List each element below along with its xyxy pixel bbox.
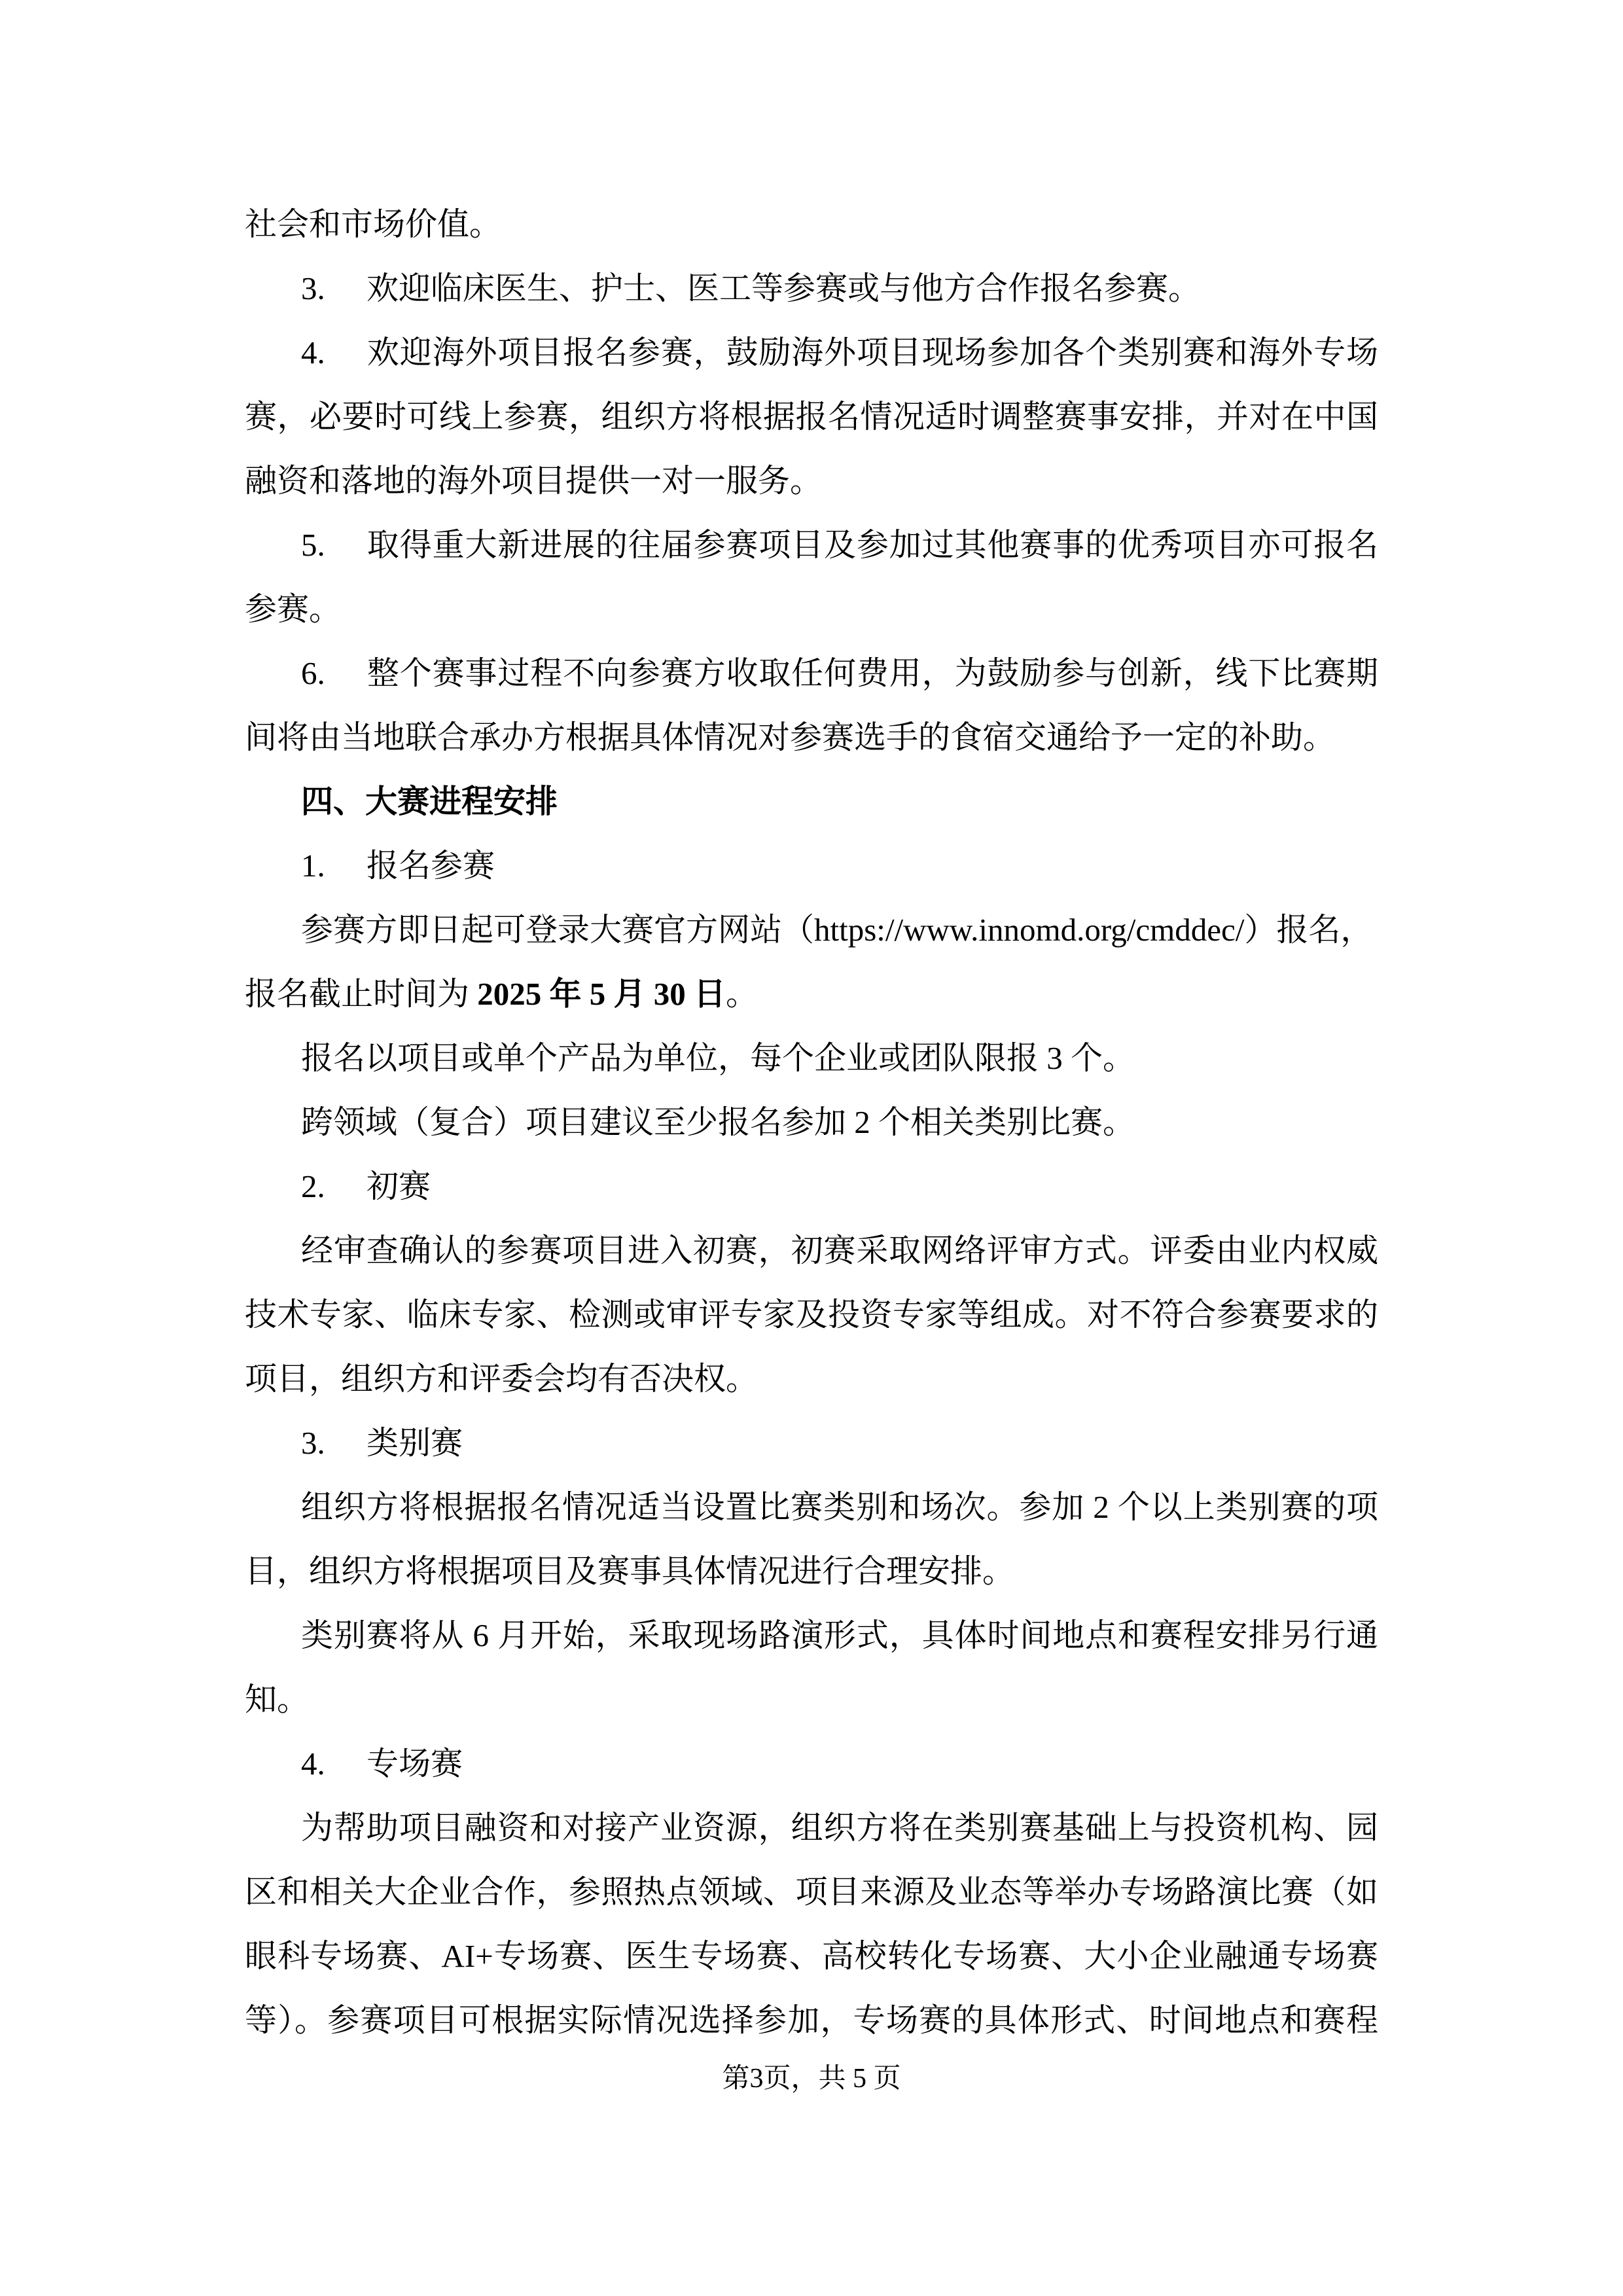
text-run: 整个赛事过程不向参赛方收取任何费用，为鼓励参与创新，线下比赛期 xyxy=(366,655,1378,691)
text-run: 跨领域（复合）项目建议至少报名参加 2 个相关类别比赛。 xyxy=(301,1104,1135,1140)
document-body xyxy=(245,192,1378,2053)
text-line xyxy=(245,1219,1378,1283)
text-line xyxy=(245,1026,1378,1090)
text-line xyxy=(245,1475,1378,1539)
section-heading xyxy=(245,770,1378,834)
text-run: 取得重大新进展的往届参赛项目及参加过其他赛事的优秀项目亦可报名 xyxy=(366,527,1378,563)
list-number: 6. xyxy=(301,655,325,691)
text-run: 间将由当地联合承办方根据具体情况对参赛选手的食宿交通给予一定的补助。 xyxy=(245,719,1336,755)
text-run: 专场赛 xyxy=(366,1746,463,1782)
list-number: 3. xyxy=(301,270,325,306)
text-run: 报名截止时间为 xyxy=(245,976,478,1012)
list-number: 5. xyxy=(301,527,325,563)
text-line xyxy=(245,641,1378,706)
text-line xyxy=(245,962,1378,1026)
text-run: 类别赛 xyxy=(366,1425,463,1461)
text-run: 知。 xyxy=(245,1681,310,1717)
text-run: 欢迎临床医生、护士、医工等参赛或与他方合作报名参赛。 xyxy=(366,270,1201,306)
text-run: 组织方将根据报名情况适当设置比赛类别和场次。参加 2 个以上类别赛的项 xyxy=(301,1489,1378,1525)
text-run: 初赛 xyxy=(366,1168,431,1204)
text-line xyxy=(245,1988,1378,2053)
text-line xyxy=(245,1732,1378,1796)
text-line xyxy=(245,321,1378,385)
text-run: 眼科专场赛、AI+专场赛、医生专场赛、高校转化专场赛、大小企业融通专场赛 xyxy=(245,1938,1378,1974)
text-run: 参赛。 xyxy=(245,591,342,627)
text-line xyxy=(245,1347,1378,1411)
text-line xyxy=(245,449,1378,513)
text-line xyxy=(245,1796,1378,1860)
text-line xyxy=(245,257,1378,321)
text-line xyxy=(245,1668,1378,1732)
text-line xyxy=(245,1860,1378,1924)
text-run: 技术专家、临床专家、检测或审评专家及投资专家等组成。对不符合参赛要求的 xyxy=(245,1297,1378,1333)
list-number: 4. xyxy=(301,334,325,370)
list-number: 1. xyxy=(301,848,325,884)
list-number: 4. xyxy=(301,1746,325,1782)
text-run: 2025 年 5 月 30 日 xyxy=(477,976,726,1012)
text-line xyxy=(245,1924,1378,1988)
page-footer xyxy=(0,2062,1623,2096)
text-line xyxy=(245,1283,1378,1347)
text-line xyxy=(245,834,1378,898)
text-run: 等）。参赛项目可根据实际情况选择参加，专场赛的具体形式、时间地点和赛程 xyxy=(245,2002,1378,2038)
text-line xyxy=(245,1539,1378,1604)
text-line xyxy=(245,1155,1378,1219)
text-line xyxy=(245,1604,1378,1668)
list-number: 2. xyxy=(301,1168,325,1204)
text-run: 融资和落地的海外项目提供一对一服务。 xyxy=(245,463,823,499)
text-run: 。 xyxy=(726,976,758,1012)
text-line xyxy=(245,1411,1378,1475)
text-run: 欢迎海外项目报名参赛，鼓励海外项目现场参加各个类别赛和海外专场 xyxy=(366,334,1378,370)
text-run: 类别赛将从 6 月开始，采取现场路演形式，具体时间地点和赛程安排另行通 xyxy=(301,1617,1378,1653)
text-line xyxy=(245,1090,1378,1155)
text-line xyxy=(245,192,1378,257)
text-line xyxy=(245,898,1378,962)
text-run: 目，组织方将根据项目及赛事具体情况进行合理安排。 xyxy=(245,1553,1015,1589)
text-run: 区和相关大企业合作，参照热点领域、项目来源及业态等举办专场路演比赛（如 xyxy=(245,1874,1378,1910)
text-run: 参赛方即日起可登录大赛官方网站（https://www.innomd.org/cmddec/）报名， xyxy=(301,912,1373,948)
page-number: 第3页，共 5 页 xyxy=(722,2064,901,2094)
text-run: 赛，必要时可线上参赛，组织方将根据报名情况适时调整赛事安排，并对在中国 xyxy=(245,399,1378,435)
text-run: 报名以项目或单个产品为单位，每个企业或团队限报 3 个。 xyxy=(301,1040,1135,1076)
text-line xyxy=(245,513,1378,577)
text-line xyxy=(245,577,1378,641)
text-run: 为帮助项目融资和对接产业资源，组织方将在类别赛基础上与投资机构、园 xyxy=(301,1810,1378,1846)
list-number: 3. xyxy=(301,1425,325,1461)
text-run: 社会和市场价值。 xyxy=(245,206,502,242)
text-run: 四、大赛进程安排 xyxy=(301,784,558,819)
text-line xyxy=(245,706,1378,770)
text-run: 项目，组织方和评委会均有否决权。 xyxy=(245,1361,758,1397)
text-line xyxy=(245,385,1378,449)
text-run: 经审查确认的参赛项目进入初赛，初赛采取网络评审方式。评委由业内权威 xyxy=(301,1232,1378,1268)
text-run: 报名参赛 xyxy=(366,848,495,884)
